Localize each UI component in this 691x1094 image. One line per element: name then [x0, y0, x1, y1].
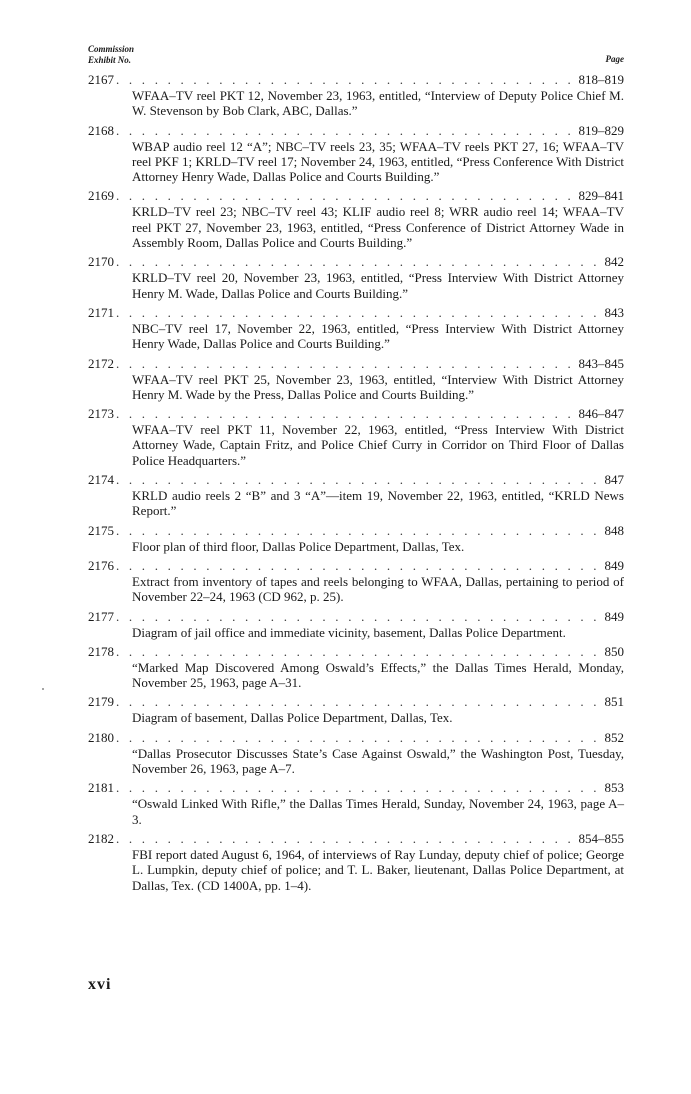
exhibit-description: WFAA–TV reel PKT 25, November 23, 1963, entitled, “Interview With District Attorney Henry M. Wade by the Press, Dallas Police and Courts Building.” — [132, 371, 624, 402]
exhibit-description: KRLD audio reels 2 “B” and 3 “A”—item 19, November 22, 1963, entitled, “KRLD News Report.” — [132, 488, 624, 519]
exhibit-number: 2167 — [88, 72, 114, 87]
exhibit-entry — [88, 523, 624, 554]
exhibit-entry-heading — [88, 188, 624, 204]
exhibit-entry — [88, 694, 624, 725]
dot-leader — [116, 609, 603, 625]
exhibit-number: 2175 — [88, 522, 114, 538]
dot-leader — [116, 730, 603, 746]
exhibit-number: 2181 — [88, 780, 114, 796]
exhibit-description: Extract from inventory of tapes and reels belonging to WFAA, Dallas, pertaining to period of November 22–24, 1963 (CD 962, p. 25). — [132, 573, 624, 605]
exhibit-entry-heading — [88, 406, 624, 422]
exhibit-entry — [88, 609, 624, 640]
exhibit-number: 2182 — [88, 830, 114, 846]
dot-leader — [116, 254, 603, 270]
page-reference: 849 — [604, 557, 624, 573]
exhibit-entry — [88, 123, 624, 185]
exhibit-entry-heading — [88, 523, 624, 539]
exhibit-entry — [88, 406, 624, 468]
exhibit-entry — [88, 730, 624, 777]
dot-leader — [116, 72, 577, 88]
exhibit-description: WFAA–TV reel PKT 11, November 22, 1963, entitled, “Press Interview With District Attorney Wade, Captain Fritz, and Police Chief Curry in Corridor on Third Floor of Dallas Police Headquarters.” — [132, 422, 624, 468]
document-page — [88, 42, 624, 897]
page-reference: 854–855 — [578, 830, 624, 846]
page-number: xvi — [88, 976, 112, 993]
exhibit-description: KRLD–TV reel 20, November 23, 1963, entitled, “Press Interview With District Attorney Henry M. Wade, Dallas Police and Courts Building.” — [132, 270, 624, 301]
header-exhibit-no: Exhibit No. — [88, 55, 132, 65]
exhibit-description: FBI report dated August 6, 1964, of interviews of Ray Lunday, deputy chief of police; George L. Lumpkin, deputy chief of police; and T. L. Baker, lieutenant, Dallas Police Department, at Dallas, Tex. (CD 1400A, pp. 1–4). — [132, 846, 624, 893]
column-header — [88, 42, 624, 72]
exhibit-entry-heading — [88, 730, 624, 746]
exhibit-entry-heading — [88, 780, 624, 796]
exhibit-description: “Oswald Linked With Rifle,” the Dallas Times Herald, Sunday, November 24, 1963, page A–3. — [132, 796, 624, 827]
page-reference: 850 — [604, 643, 624, 659]
exhibit-description: WBAP audio reel 12 “A”; NBC–TV reels 23, 35; WFAA–TV reels PKT 27, 16; WFAA–TV reel PKF 1; KRLD–TV reel 17; November 24, 1963, entitled, “Press Conference With District Attorney Henry Wade, Dallas Police and Courts Building.” — [132, 138, 624, 185]
exhibit-entry — [88, 305, 624, 352]
exhibit-number: 2169 — [88, 188, 114, 204]
exhibit-entry — [88, 831, 624, 893]
page-reference: 843–845 — [578, 355, 624, 371]
exhibit-description: WFAA–TV reel PKT 12, November 23, 1963, entitled, “Interview of Deputy Police Chief M. W. Stevenson by Bob Clark, ABC, Dallas.” — [132, 88, 624, 119]
page-reference: 829–841 — [578, 188, 624, 204]
dot-leader — [116, 780, 603, 796]
exhibit-number: 2177 — [88, 608, 114, 624]
exhibit-entry — [88, 356, 624, 403]
page-reference: 848 — [604, 522, 624, 538]
page-reference: 851 — [604, 694, 624, 710]
exhibit-entry — [88, 254, 624, 301]
dot-leader — [116, 472, 603, 488]
exhibit-number: 2171 — [88, 304, 114, 320]
exhibit-entry — [88, 188, 624, 250]
exhibit-entry-heading — [88, 472, 624, 488]
exhibit-number: 2174 — [88, 472, 114, 488]
exhibit-description: “Marked Map Discovered Among Oswald’s Effects,” the Dallas Times Herald, Monday, November 25, 1963, page A–31. — [132, 659, 624, 691]
exhibit-entry-heading — [88, 644, 624, 660]
page-reference: 842 — [604, 254, 624, 270]
header-commission: Commission — [88, 44, 135, 54]
exhibit-entry-heading — [88, 72, 624, 88]
exhibit-description: Diagram of basement, Dallas Police Department, Dallas, Tex. — [132, 710, 453, 726]
exhibit-number: 2180 — [88, 729, 114, 745]
exhibit-entry-heading — [88, 694, 624, 710]
exhibit-number: 2172 — [88, 355, 114, 371]
exhibit-entry — [88, 558, 624, 605]
exhibit-entry — [88, 472, 624, 519]
exhibit-description: “Dallas Prosecutor Discusses State’s Case Against Oswald,” the Washington Post, Tuesday, November 26, 1963, page A–7. — [132, 745, 624, 777]
page-reference: 849 — [604, 608, 624, 624]
page-reference: 853 — [604, 780, 624, 796]
exhibit-entry-heading — [88, 305, 624, 321]
exhibit-entry-heading — [88, 609, 624, 625]
exhibit-entry — [88, 644, 624, 691]
exhibit-number: 2170 — [88, 254, 114, 270]
exhibit-entry-heading — [88, 254, 624, 270]
exhibit-column-heading — [88, 44, 134, 66]
dot-leader — [116, 188, 577, 204]
margin-speck — [42, 688, 44, 690]
dot-leader — [116, 406, 577, 422]
exhibit-description: KRLD–TV reel 23; NBC–TV reel 43; KLIF audio reel 8; WRR audio reel 14; WFAA–TV reel PKT 27, November 23, 1963, entitled, “Press Conference of District Attorney Wade in Assembly Room, Dallas Police and Courts Building.” — [132, 204, 624, 251]
exhibit-list — [88, 72, 624, 893]
exhibit-entry-heading — [88, 356, 624, 372]
dot-leader — [116, 558, 603, 574]
exhibit-number: 2178 — [88, 643, 114, 659]
dot-leader — [116, 523, 603, 539]
page-reference: 819–829 — [578, 122, 624, 138]
exhibit-number: 2173 — [88, 406, 114, 422]
dot-leader — [116, 644, 603, 660]
exhibit-entry-heading — [88, 558, 624, 574]
page-reference: 846–847 — [578, 406, 624, 422]
dot-leader — [116, 694, 603, 710]
dot-leader — [116, 356, 577, 372]
exhibit-entry — [88, 780, 624, 827]
exhibit-number: 2168 — [88, 122, 114, 138]
dot-leader — [116, 305, 603, 321]
exhibit-description: NBC–TV reel 17, November 22, 1963, entitled, “Press Interview With District Attorney Henry Wade, Dallas Police and Courts Building.” — [132, 320, 624, 352]
exhibit-entry — [88, 72, 624, 119]
exhibit-entry-heading — [88, 123, 624, 139]
header-page: Page — [605, 54, 624, 64]
exhibit-description: Floor plan of third floor, Dallas Police Department, Dallas, Tex. — [132, 538, 465, 554]
exhibit-entry-heading — [88, 831, 624, 847]
exhibit-number: 2179 — [88, 694, 114, 710]
page-reference: 847 — [604, 472, 624, 488]
dot-leader — [116, 123, 577, 139]
exhibit-number: 2176 — [88, 557, 114, 573]
dot-leader — [116, 831, 577, 847]
page-reference: 852 — [604, 729, 624, 745]
page-reference: 818–819 — [578, 72, 624, 87]
page-reference: 843 — [604, 304, 624, 320]
exhibit-description: Diagram of jail office and immediate vicinity, basement, Dallas Police Department. — [132, 624, 566, 640]
